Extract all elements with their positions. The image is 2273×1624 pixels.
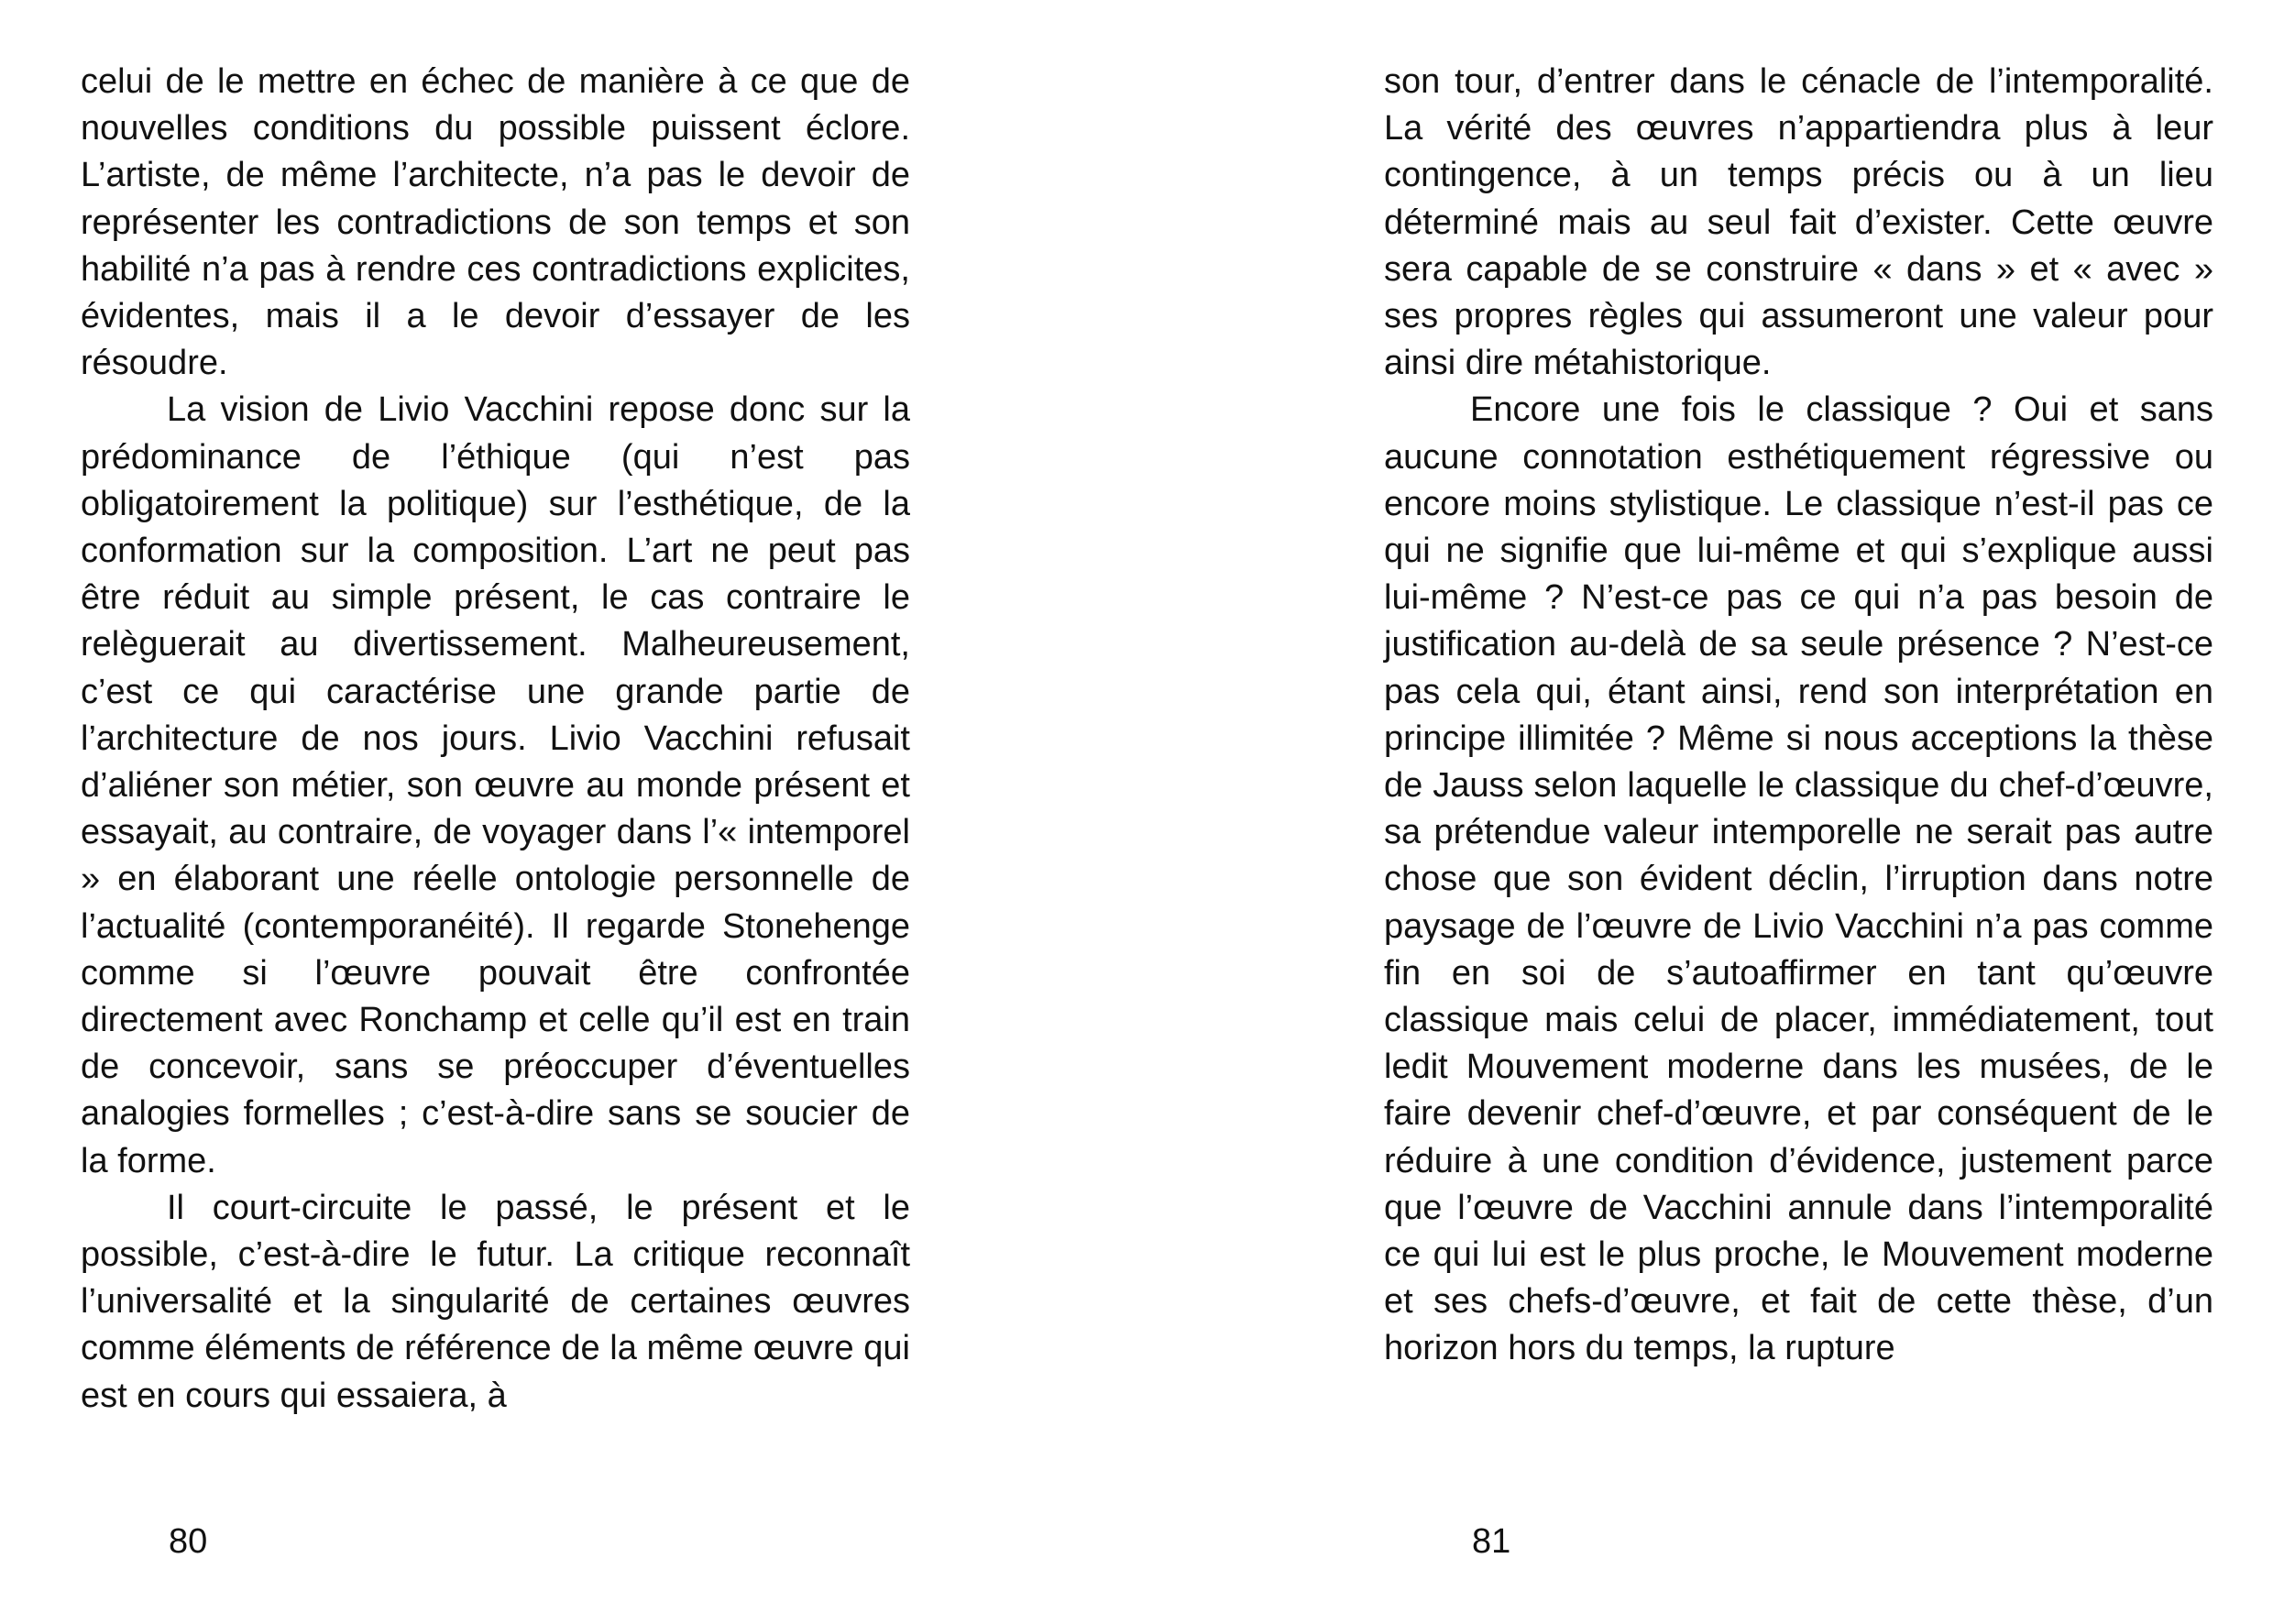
paragraph: Il court-circuite le passé, le présent et le possible, c’est-à-dire le futur. La critique reconnaît l’universalité et la singularité de certaines œuvres comme éléments de référence de la même œuvre qui est en cours qui essaiera, à (81, 1188, 910, 1415)
paragraph: Encore une fois le classique ? Oui et sans aucune connotation esthétiquement régressive ou encore moins stylistique. Le classique n’est-il pas ce qui ne signifie que lui-même et qui s’explique aussi lui-même ? N’est-ce pas ce qui n’a pas besoin de justification au-delà de sa seule présence ? N’est-ce pas cela qui, étant ainsi, rend son interprétation en principe illimitée ? Même si nous acceptions la thèse de Jauss selon laquelle le classique du chef-d’œuvre, sa prétendue valeur intemporelle ne serait pas autre chose que son évident déclin, l’irruption dans notre paysage de l’œuvre de Livio Vacchini n’a pas comme fin en soi de s’autoaffirmer en tant qu’œuvre classique mais celui de placer, immédiatement, tout ledit Mouvement moderne dans les musées, de le faire devenir chef-d’œuvre, et par conséquent de le réduire à une condition d’évidence, justement parce que l’œuvre de Vacchini annule dans l’intemporalité ce qui lui est le plus proche, le Mouvement moderne et ses chefs-d’œuvre, et fait de cette thèse, d’un horizon hors du temps, la rupture (1384, 390, 2213, 1368)
paragraph: son tour, d’entrer dans le cénacle de l’intemporalité. La vérité des œuvres n’appartiendra plus à leur contingence, à un temps précis ou à un lieu déterminé mais au seul fait d’exister. Cette œuvre sera capable de se construire « dans » et « avec » ses propres règles qui assumeront une valeur pour ainsi dire métahistorique. (1384, 62, 2213, 383)
page-number-left: 80 (169, 1522, 208, 1561)
paragraph: celui de le mettre en échec de manière à ce que de nouvelles conditions du possible puissent éclore. L’artiste, de même l’architecte, n’a pas le devoir de représenter les contradictions de son temps et son habilité n’a pas à rendre ces contradictions explicites, évidentes, mais il a le devoir d’essayer de les résoudre. (81, 62, 910, 383)
left-page-text (81, 59, 910, 1420)
page-number-right: 81 (1472, 1522, 1511, 1561)
paragraph: La vision de Livio Vacchini repose donc sur la prédominance de l’éthique (qui n’est pas obligatoirement la politique) sur l’esthétique, de la conformation sur la composition. L’art ne peut pas être réduit au simple présent, le cas contraire le relèguerait au divertissement. Malheureusement, c’est ce qui caractérise une grande partie de l’architecture de nos jours. Livio Vacchini refusait d’aliéner son métier, son œuvre au monde présent et essayait, au contraire, de voyager dans l’« intemporel » en élaborant une réelle ontologie personnelle de l’actualité (contemporanéité). Il regarde Stonehenge comme si l’œuvre pouvait être confrontée directement avec Ronchamp et celle qu’il est en train de concevoir, sans se préoccuper d’éventuelles analogies formelles ; c’est-à-dire sans se soucier de la forme. (81, 390, 910, 1180)
right-page-text (1384, 59, 2213, 1373)
